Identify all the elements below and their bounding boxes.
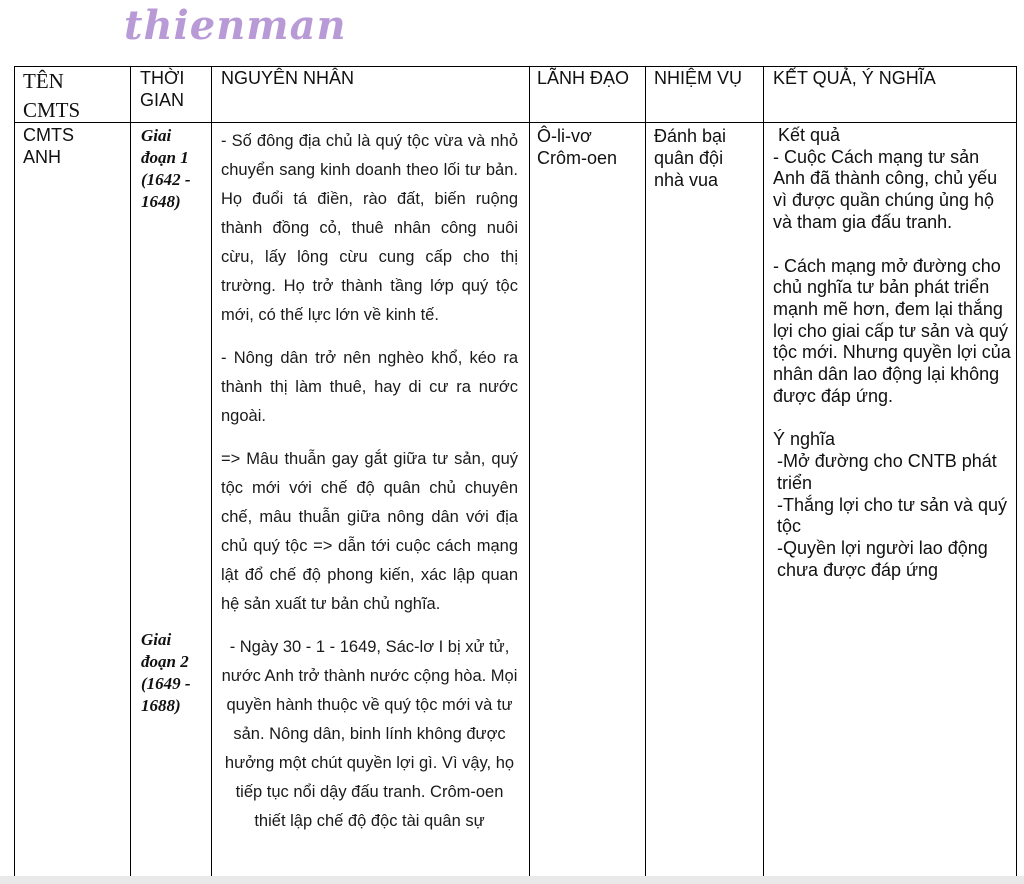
meaning-item: -Mở đường cho CNTB phát triển — [777, 451, 997, 493]
page-bottom-edge — [0, 876, 1024, 884]
meaning-heading: Ý nghĩa — [773, 429, 836, 450]
col-border-5 — [763, 66, 764, 884]
col-border-6 — [1016, 66, 1017, 884]
result-item: - Cách mạng mở đường cho chủ nghĩa tư bản phát triển mạnh mẽ hơn, đem lại thắng lợi cho giai cấp tư sản và quý tộc mới. Nhưng quyền lợi của nhân dân lao động lại không được đáp ứng. — [773, 255, 1011, 406]
col-border-1 — [130, 66, 131, 884]
col-border-2 — [211, 66, 212, 884]
header-cause: NGUYÊN NHÂN — [221, 68, 355, 88]
watermark-logo: thienman — [124, 2, 347, 49]
cause-paragraph: => Mâu thuẫn gay gắt giữa tư sản, quý tộc mới với chế độ quân chủ chuyên chế, mâu thuẫn giữa nông dân với địa chủ quý tộc => dẫn tới cuộc cách mạng lật đổ chế độ phong kiến, xác lập quan hệ sản xuất tư bản chủ nghĩa. — [221, 450, 518, 613]
history-table — [14, 66, 1017, 884]
col-border-3 — [529, 66, 530, 884]
task-cell: Đánh bại quân đội nhà vua — [654, 126, 727, 190]
col-border-4 — [645, 66, 646, 884]
result-cell — [773, 125, 1013, 581]
meaning-item: -Thắng lợi cho tư sản và quý tộc — [777, 494, 1007, 537]
header-leader: LÃNH ĐẠO — [537, 68, 630, 88]
header-bottom-border — [14, 122, 1017, 123]
header-period: THỜI GIAN — [140, 68, 185, 110]
header-result: KẾT QUẢ, Ý NGHĨA — [773, 68, 936, 88]
result-item: - Cuộc Cách mạng tư sản Anh đã thành công, chủ yếu vì được quần chúng ủng hộ và tham gia đấu tranh. — [773, 146, 998, 232]
meaning-item: -Quyền lợi người lao động chưa được đáp ứng — [777, 537, 988, 580]
col-border-0 — [14, 66, 15, 884]
header-task: NHIỆM VỤ — [654, 68, 743, 88]
cause-paragraph: - Số đông địa chủ là quý tộc vừa và nhỏ chuyển sang kinh doanh theo lối tư bản. Họ đuổi tá điền, rào đất, biến ruộng thành đồng cỏ, thuê nhân công nuôi cừu, lấy lông cừu cung cấp cho thị trường. Họ trở thành tầng lớp quý tộc mới, có thế lực lớn về kinh tế. — [221, 132, 518, 324]
cause-paragraph: - Nông dân trở nên nghèo khổ, kéo ra thành thị làm thuê, hay di cư ra nước ngoài. — [221, 349, 518, 425]
header-name: TÊN CMTS — [23, 69, 81, 122]
cause-paragraph: - Ngày 30 - 1 - 1649, Sác-lơ I bị xử tử, nước Anh trở thành nước cộng hòa. Mọi quyền hành thuộc về quý tộc mới và tư sản. Nông dân, binh lính không được hưởng một chút quyền lợi gì. Vì vậy, họ tiếp tục nổi dậy đấu tranh. Crôm-oen thiết lập chế độ độc tài quân sự — [221, 638, 518, 830]
period-stage-1: Giai đoạn 1 (1642 - 1648) — [141, 126, 191, 211]
leader-cell: Ô-li-vơ Crôm-oen — [537, 126, 618, 168]
period-stage-2: Giai đoạn 2 (1649 - 1688) — [141, 630, 191, 715]
result-heading: Kết quả — [778, 125, 841, 145]
row-name: CMTS ANH — [23, 125, 74, 167]
cause-text — [221, 127, 518, 850]
